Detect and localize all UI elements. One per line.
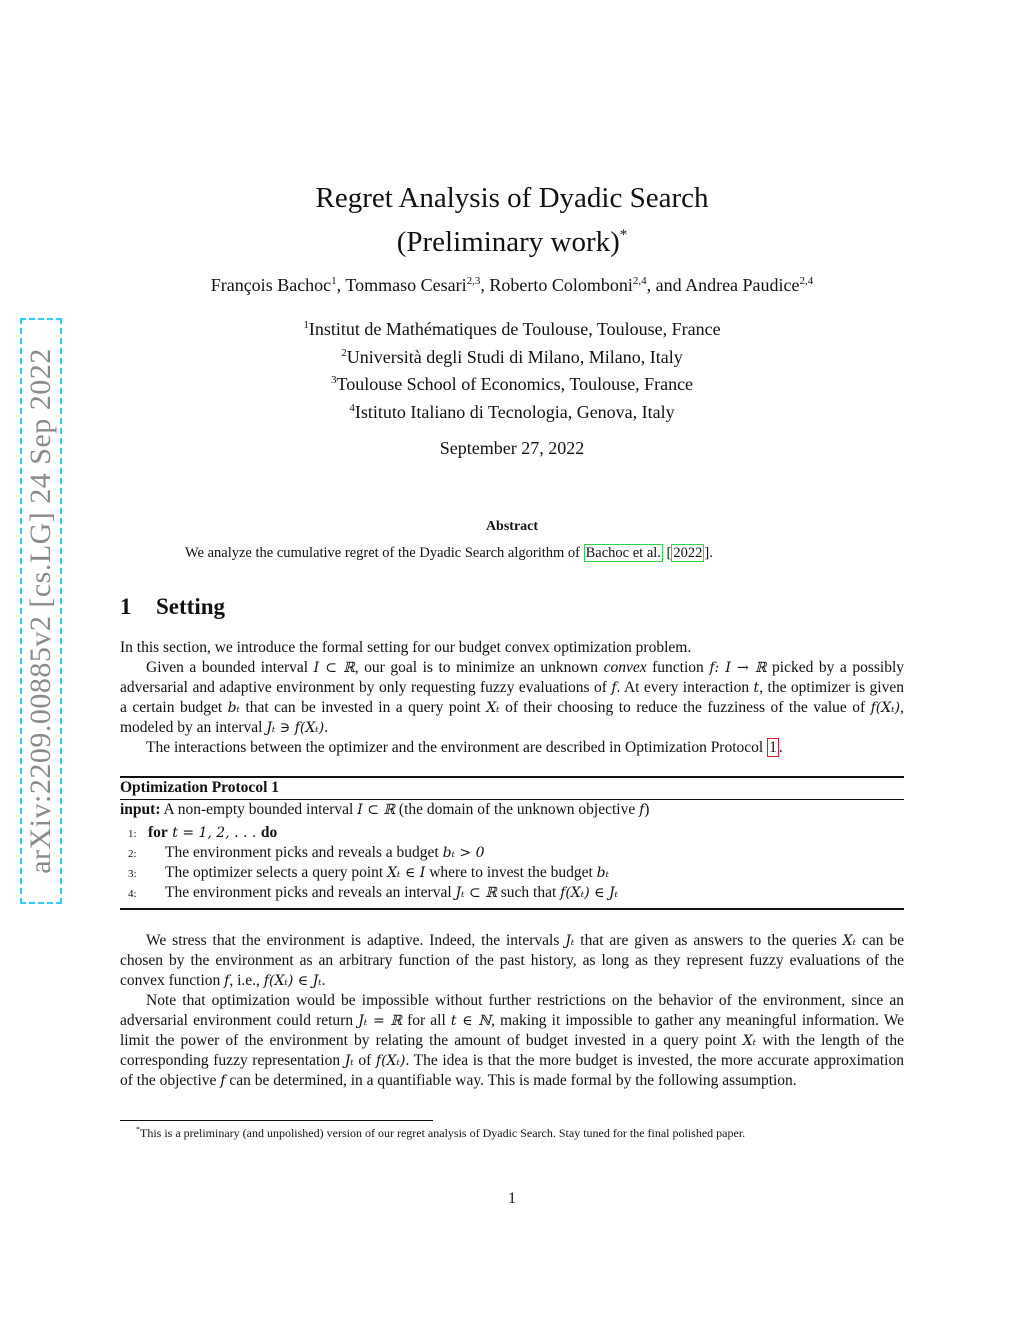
abstract-text: We analyze the cumulative regret of the Dyadic Search algorithm of Bachoc et al. [ 2022 ]. <box>185 545 713 561</box>
line-number: 1: <box>128 828 137 840</box>
affiliation: $^2$Università degli Studi di Milano, Milano, Italy <box>341 346 683 367</box>
affiliation: $^4$Istituto Italiano di Tecnologia, Genova, Italy <box>349 401 675 422</box>
abstract-heading: Abstract <box>485 519 539 534</box>
protocol-line: 1: for t = 1, 2, . . . do <box>128 824 278 841</box>
protocol-line: 3: The optimizer selects a query point Xₜ ∈ I where to invest the budget bₜ <box>128 864 610 881</box>
paragraph: We stress that the environment is adaptive. Indeed, the intervals Jₜ that are given as answers to the queries Xₜ can be chosen by the environment as an arbitrary function of the past history, as long as they represent fuzzy evaluations of the convex function f, i.e., f(Xₜ) ∈ Jₜ. <box>120 932 904 989</box>
citation-link[interactable]: Bachoc et al. <box>585 545 661 561</box>
author: Tommaso Cesari$^{2,3}$ <box>345 275 481 295</box>
line-number: 2: <box>128 848 137 860</box>
paragraph: Given a bounded interval I ⊂ ℝ, our goal is to minimize an unknown convex function f: I → ℝ picked by a possibly adversarial and adaptive environment by only requesting fuzzy evaluations of f. At every interaction t, the optimizer is given a certain budget bₜ that can be invested in a query point Xₜ of their choosing to reduce the fuzziness of the value of f(Xₜ), modeled by an interval Jₜ ∋ f(Xₜ). <box>120 659 905 736</box>
title-line-2: (Preliminary work)* <box>396 226 628 258</box>
affiliation-list <box>0 314 1024 424</box>
affiliation: $^3$Toulouse School of Economics, Toulouse, France <box>330 374 694 394</box>
protocol-bottom-rule <box>120 908 904 910</box>
footnote-mark: * <box>136 1125 140 1134</box>
footnote: *This is a preliminary (and unpolished) version of our regret analysis of Dyadic Search. Stay tuned for the final polished paper. <box>136 1125 746 1140</box>
affiliation: $^1$Institut de Mathématiques de Toulouse, Toulouse, France <box>303 319 721 339</box>
section-number: 1 <box>120 594 132 619</box>
section-heading <box>120 594 225 620</box>
protocol-top-rule <box>120 776 904 778</box>
protocol-mid-rule <box>120 799 904 800</box>
footnote-rule <box>120 1120 433 1121</box>
body-paragraphs-1 <box>120 638 904 758</box>
protocol-line: 4: The environment picks and reveals an interval Jₜ ⊂ ℝ such that f(Xₜ) ∈ Jₜ <box>128 884 619 901</box>
line-number: 3: <box>128 868 137 880</box>
body-paragraphs-2 <box>120 931 904 1091</box>
citation-year-link[interactable]: 2022 <box>673 545 703 561</box>
paragraph: The interactions between the optimizer and the environment are described in Optimization Protocol 1 . <box>146 739 783 756</box>
author: Andrea Paudice$^{2,4}$ <box>685 275 814 295</box>
title-footnote-mark: * <box>619 227 628 243</box>
paragraph: In this section, we introduce the formal setting for our budget convex optimization problem. <box>120 639 692 656</box>
author: Roberto Colomboni$^{2,4}$ <box>489 275 647 295</box>
paper-title <box>0 180 1024 261</box>
paper-date: September 27, 2022 <box>439 438 585 458</box>
line-number: 4: <box>128 888 137 900</box>
protocol-input: input: A non-empty bounded interval I ⊂ ℝ (the domain of the unknown objective f) <box>120 801 650 818</box>
section-title: Setting <box>156 594 225 619</box>
author: François Bachoc$^1$ <box>210 275 337 295</box>
author-list: François Bachoc$^1$, Tommaso Cesari$^{2,3}$, Roberto Colomboni$^{2,4}$, and Andrea Paudice$^{2,4}$ <box>210 275 814 295</box>
paragraph: Note that optimization would be impossible without further restrictions on the behavior of the environment, since an adversarial environment could return Jₜ = ℝ for all t ∈ ℕ, making it impossible to gather any meaningful information. We limit the power of the environment by relating the amount of budget invested in a query point Xₜ with the length of the corresponding fuzzy representation Jₜ of f(Xₜ). The idea is that the more budget is invested, the more accurate approximation of the objective f can be determined, in a quantifiable way. This is made formal by the following assumption. <box>120 992 904 1089</box>
protocol-ref-link[interactable]: 1 <box>769 739 777 756</box>
protocol-title: Optimization Protocol 1 <box>120 779 279 796</box>
protocol-line: 2: The environment picks and reveals a budget bₜ > 0 <box>128 844 485 861</box>
page-number: 1 <box>508 1190 516 1207</box>
title-line-1: Regret Analysis of Dyadic Search <box>315 182 709 214</box>
arxiv-stamp-text: arXiv:2209.00885v2 [cs.LG] 24 Sep 2022 <box>24 348 57 874</box>
